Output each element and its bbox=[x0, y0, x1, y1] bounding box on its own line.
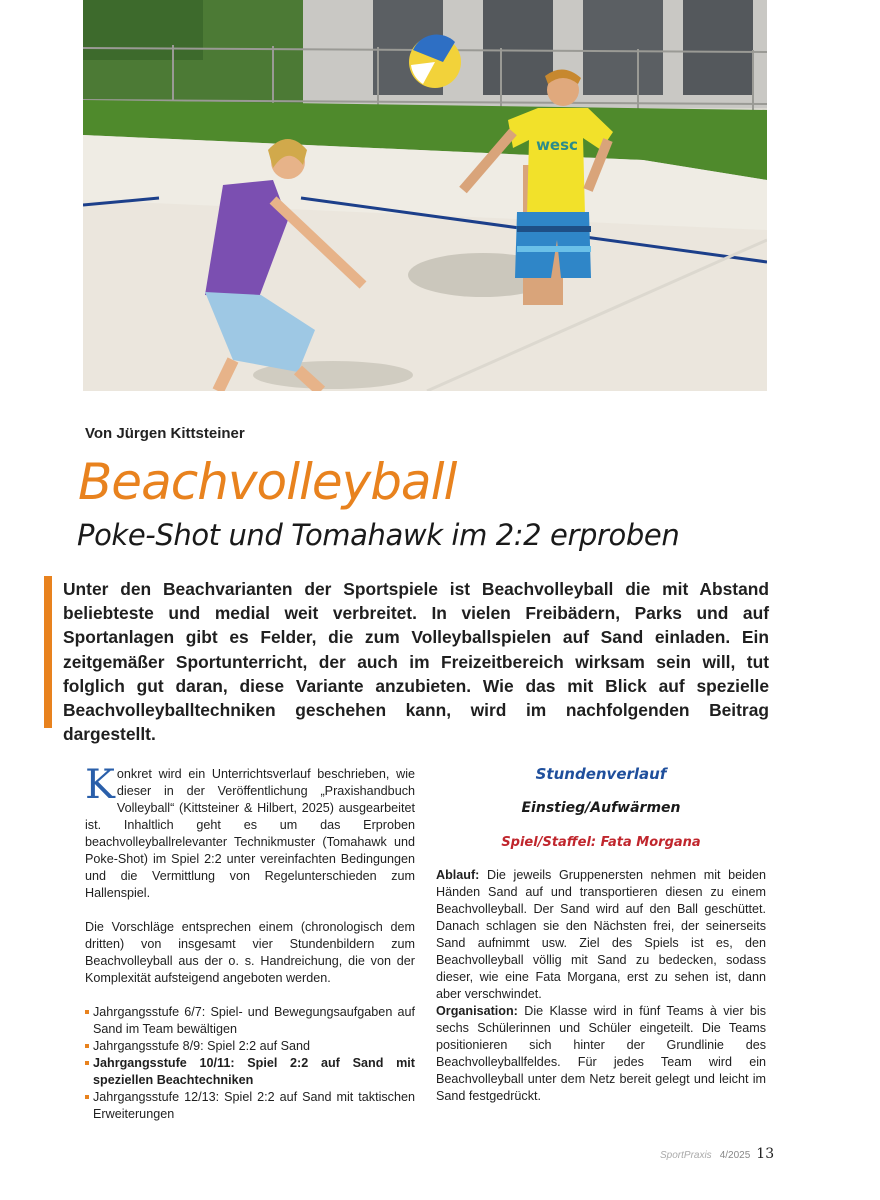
list-item-highlighted: Jahrgangsstufe 10/11: Spiel 2:2 auf Sand mit speziellen Beachtechniken bbox=[85, 1055, 415, 1089]
dropcap: K bbox=[85, 762, 115, 808]
section-title: Stundenverlauf bbox=[535, 765, 667, 783]
lead-accent-bar bbox=[44, 576, 52, 728]
ablauf-label: Ablauf: bbox=[436, 868, 480, 882]
issue-number: 4/2025 bbox=[719, 1150, 751, 1161]
ablauf-paragraph bbox=[436, 867, 766, 1003]
intro-paragraph bbox=[85, 762, 415, 902]
list-item: Jahrgangsstufe 12/13: Spiel 2:2 auf Sand mit taktischen Erweiterungen bbox=[85, 1089, 415, 1123]
article-subtitle: Poke-Shot und Tomahawk im 2:2 erproben bbox=[77, 518, 680, 552]
magazine-name: SportPraxis bbox=[660, 1150, 712, 1161]
article-lead: Unter den Beachvarianten der Sportspiele ist Beachvolleyball die mit Abstand beliebteste und medial weit verbreitet. In vielen Freibädern, Parks und auf Sportanlagen gibt es Felder, die zum Volleyballspielen auf Sand einladen. Ein zeitgemäßer Sportunterricht, der auch im Freizeitbereich wirksam sein will, tut folglich gut daran, diese Variante anzubieten. Wie das mit Blick auf spezielle Beachvolleyballtechniken geschehen kann, wird im nachfolgenden Beitrag dargestellt. bbox=[63, 579, 769, 745]
page-footer bbox=[660, 1146, 774, 1162]
article-byline: Von Jürgen Kittsteiner bbox=[85, 425, 245, 442]
ablauf-text: Die jeweils Gruppenersten nehmen mit beiden Händen Sand auf und transportieren diesen zu einem Beachvolleyball. Der Sand wird auf den Ball geschüttet. Danach schlagen sie den Nächsten frei, der seinerseits Sand aufnimmt usw. Ziel des Spiels ist es, den Beachvolleyball völlig mit Sand zu bedecken, sodass dieser, wie eine Fata Morgana, erst zu sehen ist, dann aber verschwindet. bbox=[436, 868, 766, 1001]
right-column bbox=[436, 766, 766, 1105]
organisation-label: Organisation: bbox=[436, 1004, 518, 1018]
second-paragraph: Die Vorschläge entsprechen einem (chronologisch dem dritten) von insgesamt vier Stundenbildern zum Beachvolleyball aus der o. s. Handreichung, die von der Komplexität aufsteigend angeboten werden. bbox=[85, 920, 415, 985]
organisation-paragraph bbox=[436, 1003, 766, 1105]
page-number: 13 bbox=[756, 1146, 775, 1162]
shirt-text: wesc bbox=[536, 136, 578, 154]
organisation-text: Die Klasse wird in fünf Teams à vier bis sechs Schülerinnen und Schüler eingeteilt. Die Teams positionieren sich hinter der Grundlinie des Beachvolleyballfeldes. Für jedes Team wird ein Beachvolleyball unter dem Netz bereit gelegt und leicht im Sand festgedrückt. bbox=[436, 1004, 766, 1103]
list-item: Jahrgangsstufe 8/9: Spiel 2:2 auf Sand bbox=[85, 1038, 415, 1055]
intro-text: onkret wird ein Unterrichtsverlauf beschrieben, wie dieser in der Veröffentlichung „Praxishandbuch Volleyball“ (Kittsteiner & Hilbert, 2025) ausgearbeitet ist. Inhaltlich geht es um das Erproben beachvolleyballrelevanter Technikmuster (Tomahawk und Poke-Shot) im Spiel 2:2 unter vereinfachten Bedingungen und die Vermittlung von Regelunterschieden zum Hallenspiel. bbox=[85, 767, 415, 900]
list-item: Jahrgangsstufe 6/7: Spiel- und Bewegungsaufgaben auf Sand im Team bewältigen bbox=[85, 1004, 415, 1038]
article-title: Beachvolleyball bbox=[78, 453, 457, 511]
game-title: Spiel/Staffel: Fata Morgana bbox=[501, 835, 701, 850]
beach-volleyball-photo bbox=[83, 0, 767, 391]
left-column bbox=[85, 762, 415, 1123]
grade-list bbox=[85, 1004, 415, 1123]
subsection-title: Einstieg/Aufwärmen bbox=[521, 800, 681, 816]
